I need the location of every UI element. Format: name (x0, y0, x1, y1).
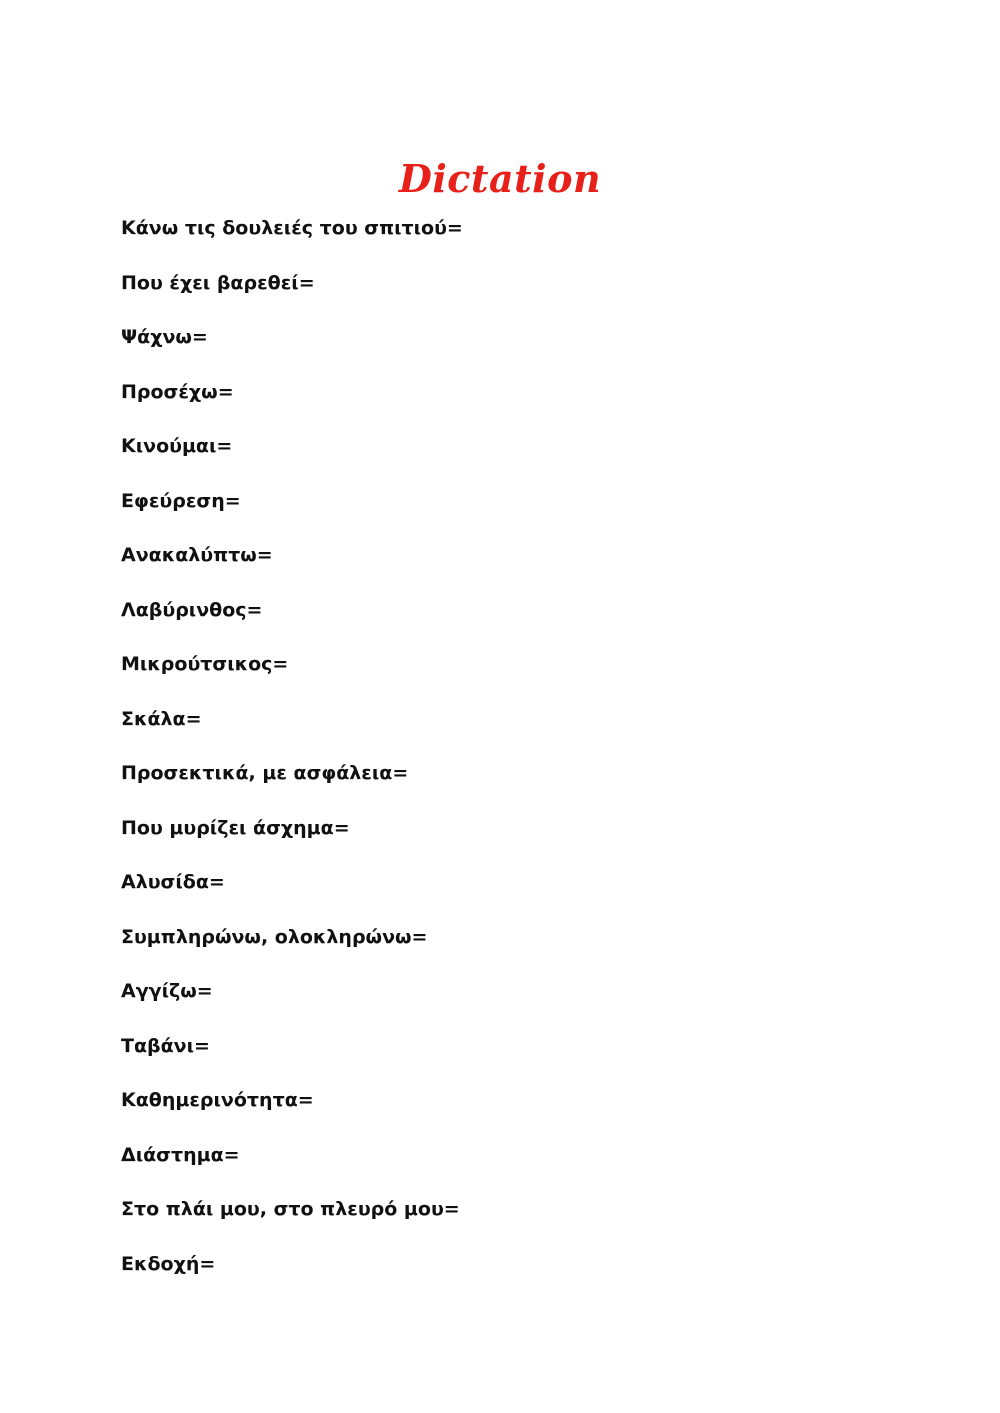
list-item: Προσέχω= (121, 380, 234, 403)
list-item: Καθημερινότητα= (121, 1089, 314, 1111)
list-item: Ανακαλύπτω= (121, 544, 273, 566)
list-item: Συμπληρώνω, ολοκληρώνω= (121, 925, 428, 948)
list-item: Που μυρίζει άσχημα= (121, 816, 350, 839)
list-item: Κινούμαι= (121, 435, 233, 457)
list-item: Διάστημα= (121, 1143, 240, 1166)
list-item: Κάνω τις δουλειές του σπιτιού= (121, 217, 463, 239)
page-title: Dictation (398, 156, 602, 202)
list-item: Αλυσίδα= (121, 871, 225, 893)
list-item: Σκάλα= (121, 707, 202, 730)
list-item: Εφεύρεση= (121, 489, 241, 512)
vocabulary-list (121, 211, 463, 1301)
list-item: Αγγίζω= (121, 980, 213, 1002)
list-item: Στο πλάι μου, στο πλευρό μου= (121, 1198, 460, 1220)
list-item: Λαβύρινθος= (121, 598, 263, 621)
list-item: Ψάχνω= (121, 326, 208, 348)
list-item: Ταβάνι= (121, 1034, 210, 1057)
list-item: Προσεκτικά, με ασφάλεια= (121, 762, 409, 784)
list-item: Που έχει βαρεθεί= (121, 271, 315, 294)
list-item: Εκδοχή= (121, 1252, 216, 1275)
list-item: Μικρούτσικος= (121, 653, 289, 675)
